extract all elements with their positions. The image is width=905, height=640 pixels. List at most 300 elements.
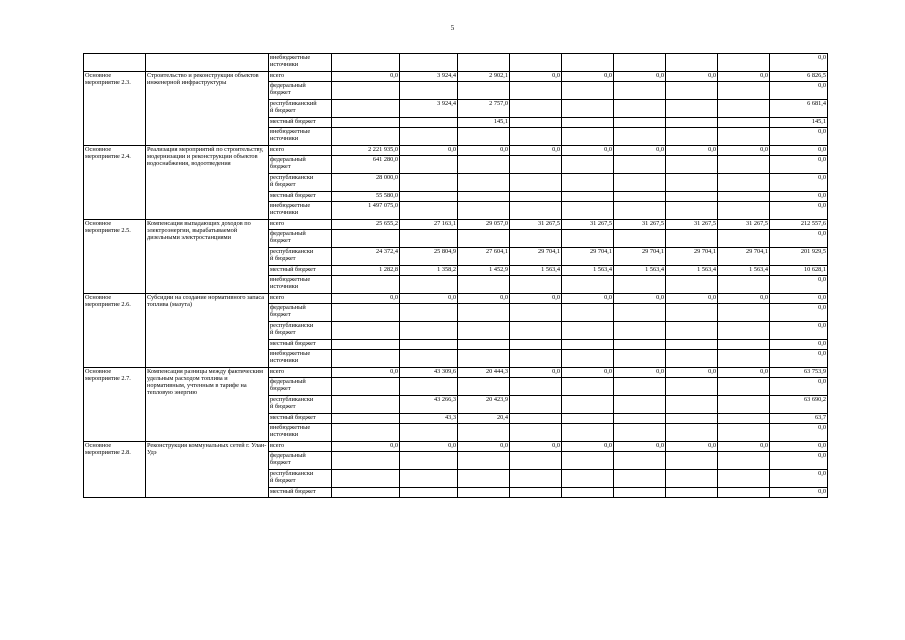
- amount-cell: 0,0: [332, 72, 400, 82]
- amount-cell: [666, 118, 718, 128]
- amount-cell: [332, 118, 400, 128]
- amount-cell: [510, 322, 562, 340]
- amount-cell: [510, 304, 562, 322]
- amount-cell: [614, 452, 666, 470]
- amount-cell: [332, 322, 400, 340]
- amount-cell: 0,0: [718, 368, 770, 378]
- measure-label: Основное мероприятие 2.7.: [84, 368, 146, 442]
- amount-cell: [718, 156, 770, 174]
- amount-cell: 29 057,0: [458, 220, 510, 230]
- amount-cell: [458, 276, 510, 294]
- funding-source: всего: [269, 442, 332, 452]
- amount-cell: [510, 174, 562, 192]
- amount-cell: [332, 82, 400, 100]
- amount-cell: 20 444,3: [458, 368, 510, 378]
- amount-cell: 0,0: [400, 442, 458, 452]
- amount-cell: [400, 230, 458, 248]
- amount-cell: [562, 488, 614, 498]
- amount-cell: [666, 192, 718, 202]
- amount-cell: 0,0: [614, 72, 666, 82]
- amount-cell: 31 267,5: [666, 220, 718, 230]
- amount-cell: [332, 230, 400, 248]
- measure-label: [84, 54, 146, 72]
- amount-cell: [400, 424, 458, 442]
- amount-cell: 0,0: [718, 294, 770, 304]
- amount-cell: 0,0: [332, 294, 400, 304]
- amount-cell: 1 282,8: [332, 266, 400, 276]
- amount-cell: [718, 452, 770, 470]
- amount-cell: [718, 202, 770, 220]
- funding-source: внебюджетные источники: [269, 202, 332, 220]
- amount-cell: [510, 202, 562, 220]
- budget-table: [83, 53, 828, 498]
- amount-cell: [458, 54, 510, 72]
- amount-cell: 29 704,1: [718, 248, 770, 266]
- table-row: [84, 146, 828, 156]
- funding-source: всего: [269, 72, 332, 82]
- amount-cell: [458, 230, 510, 248]
- amount-cell: [718, 100, 770, 118]
- amount-cell: [510, 118, 562, 128]
- amount-cell: [666, 378, 718, 396]
- total-cell: 145,1: [770, 118, 828, 128]
- measure-name: Субсидии на создание нормативного запаса топлива (мазута): [146, 294, 269, 368]
- amount-cell: [614, 488, 666, 498]
- amount-cell: 0,0: [718, 72, 770, 82]
- amount-cell: [666, 276, 718, 294]
- amount-cell: [510, 82, 562, 100]
- amount-cell: [400, 82, 458, 100]
- amount-cell: [510, 470, 562, 488]
- total-cell: 0,0: [770, 452, 828, 470]
- amount-cell: 0,0: [666, 294, 718, 304]
- amount-cell: 3 924,4: [400, 100, 458, 118]
- funding-source: местный бюджет: [269, 414, 332, 424]
- amount-cell: 55 580,0: [332, 192, 400, 202]
- amount-cell: [510, 378, 562, 396]
- amount-cell: [614, 304, 666, 322]
- amount-cell: [510, 396, 562, 414]
- funding-source: федеральный бюджет: [269, 452, 332, 470]
- amount-cell: 1 358,2: [400, 266, 458, 276]
- amount-cell: [718, 54, 770, 72]
- amount-cell: [562, 378, 614, 396]
- amount-cell: 1 563,4: [666, 266, 718, 276]
- measure-label: Основное мероприятие 2.8.: [84, 442, 146, 498]
- amount-cell: [666, 322, 718, 340]
- amount-cell: [562, 118, 614, 128]
- amount-cell: [718, 488, 770, 498]
- amount-cell: [400, 276, 458, 294]
- amount-cell: [400, 304, 458, 322]
- table-row: [84, 442, 828, 452]
- amount-cell: [562, 396, 614, 414]
- total-cell: 0,0: [770, 156, 828, 174]
- amount-cell: [614, 322, 666, 340]
- amount-cell: 24 372,4: [332, 248, 400, 266]
- amount-cell: [614, 424, 666, 442]
- amount-cell: 0,0: [332, 368, 400, 378]
- total-cell: 0,0: [770, 82, 828, 100]
- amount-cell: [400, 128, 458, 146]
- amount-cell: [332, 350, 400, 368]
- amount-cell: [666, 340, 718, 350]
- amount-cell: [718, 378, 770, 396]
- measure-name: Реализация мероприятий по строительству, модернизации и реконструкции объектов водоснабжения, водоотведения: [146, 146, 269, 220]
- amount-cell: [562, 156, 614, 174]
- amount-cell: 3 924,4: [400, 72, 458, 82]
- total-cell: 0,0: [770, 470, 828, 488]
- amount-cell: 1 452,9: [458, 266, 510, 276]
- total-cell: 0,0: [770, 128, 828, 146]
- amount-cell: 0,0: [614, 442, 666, 452]
- amount-cell: 0,0: [666, 146, 718, 156]
- amount-cell: 27 604,1: [458, 248, 510, 266]
- funding-source: республикански й бюджет: [269, 248, 332, 266]
- amount-cell: 0,0: [562, 368, 614, 378]
- total-cell: 0,0: [770, 202, 828, 220]
- amount-cell: 43,3: [400, 414, 458, 424]
- amount-cell: 31 267,5: [614, 220, 666, 230]
- amount-cell: [458, 470, 510, 488]
- funding-source: республикански й бюджет: [269, 396, 332, 414]
- measure-name: Компенсация разницы между фактическим удельным расходом топлива и нормативным, учтенным в тарифе на тепловую энергию: [146, 368, 269, 442]
- funding-source: федеральный бюджет: [269, 304, 332, 322]
- amount-cell: [614, 230, 666, 248]
- amount-cell: [614, 378, 666, 396]
- amount-cell: 29 704,1: [666, 248, 718, 266]
- amount-cell: 641 280,0: [332, 156, 400, 174]
- total-cell: 0,0: [770, 340, 828, 350]
- amount-cell: [562, 340, 614, 350]
- amount-cell: [332, 100, 400, 118]
- funding-source: внебюджетные источники: [269, 54, 332, 72]
- table-row: [84, 220, 828, 230]
- amount-cell: [562, 276, 614, 294]
- amount-cell: [614, 156, 666, 174]
- amount-cell: [666, 202, 718, 220]
- amount-cell: [718, 174, 770, 192]
- amount-cell: 2 757,0: [458, 100, 510, 118]
- amount-cell: 2 902,1: [458, 72, 510, 82]
- amount-cell: 25 655,2: [332, 220, 400, 230]
- amount-cell: [458, 192, 510, 202]
- amount-cell: 0,0: [614, 294, 666, 304]
- amount-cell: [400, 118, 458, 128]
- amount-cell: 0,0: [562, 146, 614, 156]
- amount-cell: [614, 128, 666, 146]
- amount-cell: [614, 54, 666, 72]
- amount-cell: 0,0: [666, 72, 718, 82]
- amount-cell: [718, 118, 770, 128]
- amount-cell: [510, 54, 562, 72]
- amount-cell: 0,0: [614, 368, 666, 378]
- amount-cell: [400, 350, 458, 368]
- amount-cell: [510, 452, 562, 470]
- amount-cell: [332, 128, 400, 146]
- total-cell: 0,0: [770, 488, 828, 498]
- total-cell: 0,0: [770, 322, 828, 340]
- amount-cell: [562, 424, 614, 442]
- amount-cell: 29 704,1: [562, 248, 614, 266]
- amount-cell: [666, 414, 718, 424]
- amount-cell: [458, 378, 510, 396]
- amount-cell: [400, 488, 458, 498]
- amount-cell: 20,4: [458, 414, 510, 424]
- amount-cell: [718, 230, 770, 248]
- amount-cell: 0,0: [666, 368, 718, 378]
- funding-source: внебюджетные источники: [269, 128, 332, 146]
- total-cell: 0,0: [770, 192, 828, 202]
- amount-cell: [562, 192, 614, 202]
- amount-cell: [718, 304, 770, 322]
- amount-cell: [562, 128, 614, 146]
- total-cell: 0,0: [770, 230, 828, 248]
- amount-cell: 1 497 075,0: [332, 202, 400, 220]
- amount-cell: 0,0: [510, 294, 562, 304]
- amount-cell: [718, 350, 770, 368]
- amount-cell: [510, 340, 562, 350]
- funding-source: всего: [269, 220, 332, 230]
- amount-cell: [458, 350, 510, 368]
- amount-cell: [666, 54, 718, 72]
- amount-cell: 0,0: [400, 146, 458, 156]
- amount-cell: [332, 340, 400, 350]
- amount-cell: [458, 82, 510, 100]
- table-body: [84, 54, 828, 498]
- amount-cell: [332, 414, 400, 424]
- amount-cell: [510, 350, 562, 368]
- amount-cell: [400, 54, 458, 72]
- amount-cell: [562, 304, 614, 322]
- amount-cell: 29 704,1: [614, 248, 666, 266]
- amount-cell: [614, 340, 666, 350]
- amount-cell: [400, 452, 458, 470]
- total-cell: 63,7: [770, 414, 828, 424]
- amount-cell: [458, 202, 510, 220]
- funding-source: внебюджетные источники: [269, 276, 332, 294]
- amount-cell: [614, 414, 666, 424]
- amount-cell: [400, 470, 458, 488]
- total-cell: 0,0: [770, 54, 828, 72]
- total-cell: 6 826,5: [770, 72, 828, 82]
- amount-cell: 0,0: [562, 442, 614, 452]
- amount-cell: [332, 452, 400, 470]
- amount-cell: [458, 340, 510, 350]
- table-row: [84, 54, 828, 72]
- amount-cell: [562, 202, 614, 220]
- amount-cell: 0,0: [458, 146, 510, 156]
- amount-cell: [666, 452, 718, 470]
- table-row: [84, 368, 828, 378]
- amount-cell: [332, 424, 400, 442]
- amount-cell: 0,0: [562, 294, 614, 304]
- amount-cell: [614, 350, 666, 368]
- funding-source: всего: [269, 146, 332, 156]
- funding-source: федеральный бюджет: [269, 378, 332, 396]
- amount-cell: 43 309,6: [400, 368, 458, 378]
- amount-cell: [562, 174, 614, 192]
- amount-cell: [718, 192, 770, 202]
- amount-cell: 20 423,9: [458, 396, 510, 414]
- amount-cell: [510, 276, 562, 294]
- amount-cell: [458, 128, 510, 146]
- amount-cell: [332, 276, 400, 294]
- amount-cell: [510, 414, 562, 424]
- funding-source: федеральный бюджет: [269, 230, 332, 248]
- funding-source: местный бюджет: [269, 192, 332, 202]
- amount-cell: 0,0: [666, 442, 718, 452]
- total-cell: 0,0: [770, 174, 828, 192]
- amount-cell: [614, 470, 666, 488]
- measure-name: Реконструкция коммунальных сетей г. Улан-Удэ: [146, 442, 269, 498]
- total-cell: 63 690,2: [770, 396, 828, 414]
- measure-label: Основное мероприятие 2.4.: [84, 146, 146, 220]
- amount-cell: [718, 82, 770, 100]
- total-cell: 0,0: [770, 276, 828, 294]
- amount-cell: 1 563,4: [718, 266, 770, 276]
- amount-cell: [562, 100, 614, 118]
- amount-cell: [510, 156, 562, 174]
- amount-cell: 43 266,3: [400, 396, 458, 414]
- amount-cell: [458, 304, 510, 322]
- amount-cell: [614, 396, 666, 414]
- amount-cell: [614, 174, 666, 192]
- amount-cell: [458, 452, 510, 470]
- amount-cell: [614, 192, 666, 202]
- amount-cell: [458, 488, 510, 498]
- amount-cell: [400, 322, 458, 340]
- amount-cell: [400, 174, 458, 192]
- amount-cell: [718, 414, 770, 424]
- total-cell: 201 929,5: [770, 248, 828, 266]
- measure-label: Основное мероприятие 2.6.: [84, 294, 146, 368]
- funding-source: федеральный бюджет: [269, 82, 332, 100]
- amount-cell: [718, 396, 770, 414]
- amount-cell: [666, 470, 718, 488]
- amount-cell: [718, 470, 770, 488]
- funding-source: республиканский й бюджет: [269, 100, 332, 118]
- amount-cell: 0,0: [458, 442, 510, 452]
- total-cell: 0,0: [770, 350, 828, 368]
- amount-cell: [614, 276, 666, 294]
- amount-cell: [400, 192, 458, 202]
- amount-cell: 1 563,4: [614, 266, 666, 276]
- amount-cell: [458, 424, 510, 442]
- amount-cell: [666, 174, 718, 192]
- table-row: [84, 294, 828, 304]
- amount-cell: [562, 82, 614, 100]
- amount-cell: [562, 470, 614, 488]
- amount-cell: [666, 100, 718, 118]
- amount-cell: [614, 82, 666, 100]
- amount-cell: [718, 424, 770, 442]
- amount-cell: 31 267,5: [510, 220, 562, 230]
- amount-cell: [562, 452, 614, 470]
- amount-cell: 2 221 935,0: [332, 146, 400, 156]
- total-cell: 0,0: [770, 442, 828, 452]
- amount-cell: 0,0: [510, 146, 562, 156]
- amount-cell: 0,0: [614, 146, 666, 156]
- measure-name: [146, 54, 269, 72]
- amount-cell: 0,0: [458, 294, 510, 304]
- funding-source: федеральный бюджет: [269, 156, 332, 174]
- funding-source: местный бюджет: [269, 118, 332, 128]
- amount-cell: 0,0: [332, 442, 400, 452]
- funding-source: всего: [269, 294, 332, 304]
- total-cell: 0,0: [770, 378, 828, 396]
- total-cell: 6 681,4: [770, 100, 828, 118]
- amount-cell: [614, 100, 666, 118]
- amount-cell: [562, 54, 614, 72]
- amount-cell: 0,0: [510, 368, 562, 378]
- amount-cell: [718, 340, 770, 350]
- amount-cell: [666, 396, 718, 414]
- total-cell: 63 753,9: [770, 368, 828, 378]
- amount-cell: 0,0: [510, 442, 562, 452]
- amount-cell: [718, 128, 770, 146]
- amount-cell: 27 163,1: [400, 220, 458, 230]
- amount-cell: 31 267,5: [718, 220, 770, 230]
- total-cell: 212 557,6: [770, 220, 828, 230]
- funding-source: республикански й бюджет: [269, 322, 332, 340]
- amount-cell: [510, 230, 562, 248]
- amount-cell: [510, 424, 562, 442]
- amount-cell: [332, 304, 400, 322]
- amount-cell: [458, 174, 510, 192]
- amount-cell: [562, 350, 614, 368]
- total-cell: 10 628,1: [770, 266, 828, 276]
- funding-source: республикански й бюджет: [269, 470, 332, 488]
- amount-cell: [400, 202, 458, 220]
- amount-cell: [666, 304, 718, 322]
- amount-cell: [666, 350, 718, 368]
- amount-cell: [666, 488, 718, 498]
- amount-cell: [332, 470, 400, 488]
- amount-cell: [458, 156, 510, 174]
- amount-cell: [666, 230, 718, 248]
- amount-cell: [614, 118, 666, 128]
- amount-cell: 145,1: [458, 118, 510, 128]
- amount-cell: 28 000,0: [332, 174, 400, 192]
- amount-cell: [666, 128, 718, 146]
- page-number: 5: [450, 24, 455, 32]
- amount-cell: [510, 100, 562, 118]
- amount-cell: [562, 414, 614, 424]
- amount-cell: [400, 378, 458, 396]
- amount-cell: [718, 276, 770, 294]
- amount-cell: 0,0: [562, 72, 614, 82]
- measure-label: Основное мероприятие 2.3.: [84, 72, 146, 146]
- table-row: [84, 72, 828, 82]
- amount-cell: [458, 322, 510, 340]
- funding-source: внебюджетные источники: [269, 424, 332, 442]
- measure-name: Строительство и реконструкция объектов инженерной инфраструктуры: [146, 72, 269, 146]
- amount-cell: [562, 230, 614, 248]
- amount-cell: [562, 322, 614, 340]
- amount-cell: 1 563,4: [562, 266, 614, 276]
- funding-source: местный бюджет: [269, 340, 332, 350]
- amount-cell: [332, 378, 400, 396]
- amount-cell: [332, 54, 400, 72]
- amount-cell: [510, 192, 562, 202]
- funding-source: всего: [269, 368, 332, 378]
- measure-label: Основное мероприятие 2.5.: [84, 220, 146, 294]
- amount-cell: 0,0: [400, 294, 458, 304]
- total-cell: 0,0: [770, 304, 828, 322]
- amount-cell: 0,0: [718, 442, 770, 452]
- amount-cell: 31 267,5: [562, 220, 614, 230]
